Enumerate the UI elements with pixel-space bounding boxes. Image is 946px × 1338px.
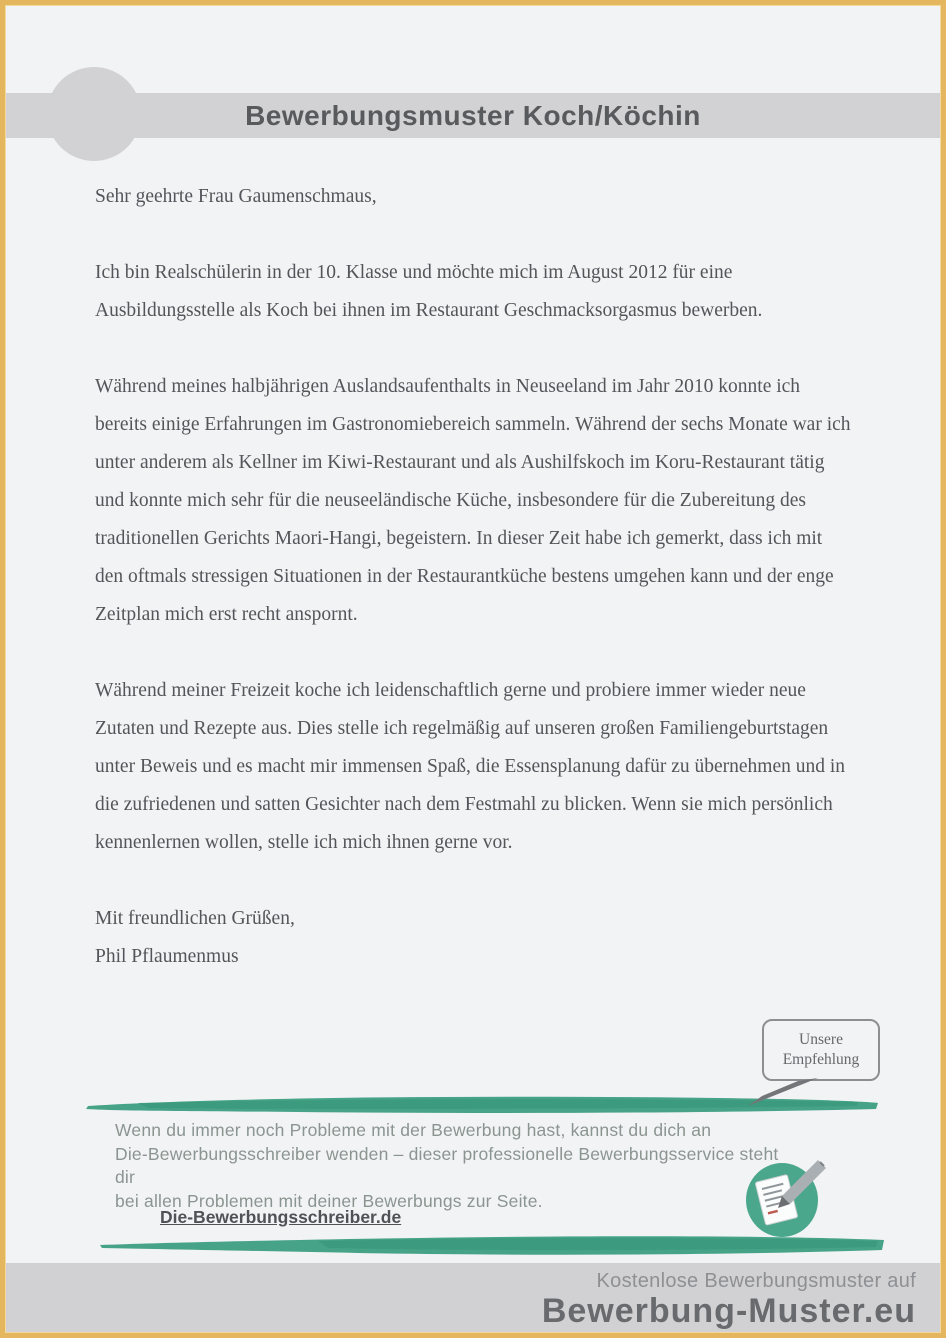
recommendation-speech-bubble — [762, 1019, 880, 1081]
bubble-text-line: Empfehlung — [782, 1051, 860, 1068]
notepad-pencil-icon — [740, 1158, 832, 1240]
letter-closing: Mit freundlichen Grüßen, — [95, 908, 295, 929]
footer-note-line: Die-Bewerbungsschreiber wenden – dieser professionelle Bewerbungsservice steht dir — [115, 1143, 779, 1187]
letter-paragraph: Während meines halbjährigen Auslandsaufenthalts in Neuseeland im Jahr 2010 konnte ich bereits einige Erfahrungen im Gastronomiebereich sammeln. Während der sechs Monate war ich unter anderem als Kellner im Kiwi-Restaurant und als Aushilfskoch im Koru-Restaurant tätig und konnte mich sehr für die neuseeländische Küche, insbesondere für die Zubereitung des traditionellen Gerichts Maori-Hangi, begeistern. In dieser Zeit habe ich gemerkt, dass ich mit den oftmals stressigen Situationen in der Restaurantküche bestens umgehen kann und der enge Zeitplan mich erst recht anspornt. — [95, 376, 851, 625]
speech-bubble-tail-icon — [748, 1078, 820, 1108]
letter-paragraph: Während meiner Freizeit koche ich leidenschaftlich gerne und probiere immer wieder neue Zutaten und Rezepte aus. Dies stelle ich regelmäßig auf unseren großen Familiengeburtstagen unter Beweis und es macht mir immensen Spaß, die Essensplanung dafür zu übernehmen und in die zufriedenen und satten Gesichter nach dem Festmahl zu blicken. Wenn sie mich persönlich kennenlernen wollen, stelle ich mich ihnen gerne vor. — [95, 680, 846, 853]
letter-salutation: Sehr geehrte Frau Gaumenschmaus, — [95, 186, 377, 207]
letter-signature: Phil Pflaumenmus — [95, 946, 239, 967]
bewerbungsschreiber-link[interactable]: Die-Bewerbungsschreiber.de — [160, 1207, 402, 1227]
footer-note-line: Wenn du immer noch Probleme mit der Bewerbung hast, kannst du dich an — [115, 1120, 712, 1140]
footer-note — [115, 1119, 795, 1213]
letter-paragraph: Ich bin Realschülerin in der 10. Klasse und möchte mich im August 2012 für eine Ausbildungsstelle als Koch bei ihnen im Restaurant Geschmacksorgasmus bewerben. — [95, 262, 763, 321]
bubble-text-line: Unsere — [799, 1030, 843, 1048]
footer-tagline: Kostenlose Bewerbungsmuster auf — [596, 1270, 916, 1292]
page-title: Bewerbungsmuster Koch/Köchin — [245, 100, 701, 131]
footer-note-line: bei allen Problemen mit deiner Bewerbungs zur Seite. — [115, 1190, 543, 1211]
letter-body — [95, 178, 853, 976]
footer-brand-link[interactable]: Bewerbung-Muster.eu — [541, 1292, 916, 1330]
footer-band — [0, 1263, 946, 1338]
